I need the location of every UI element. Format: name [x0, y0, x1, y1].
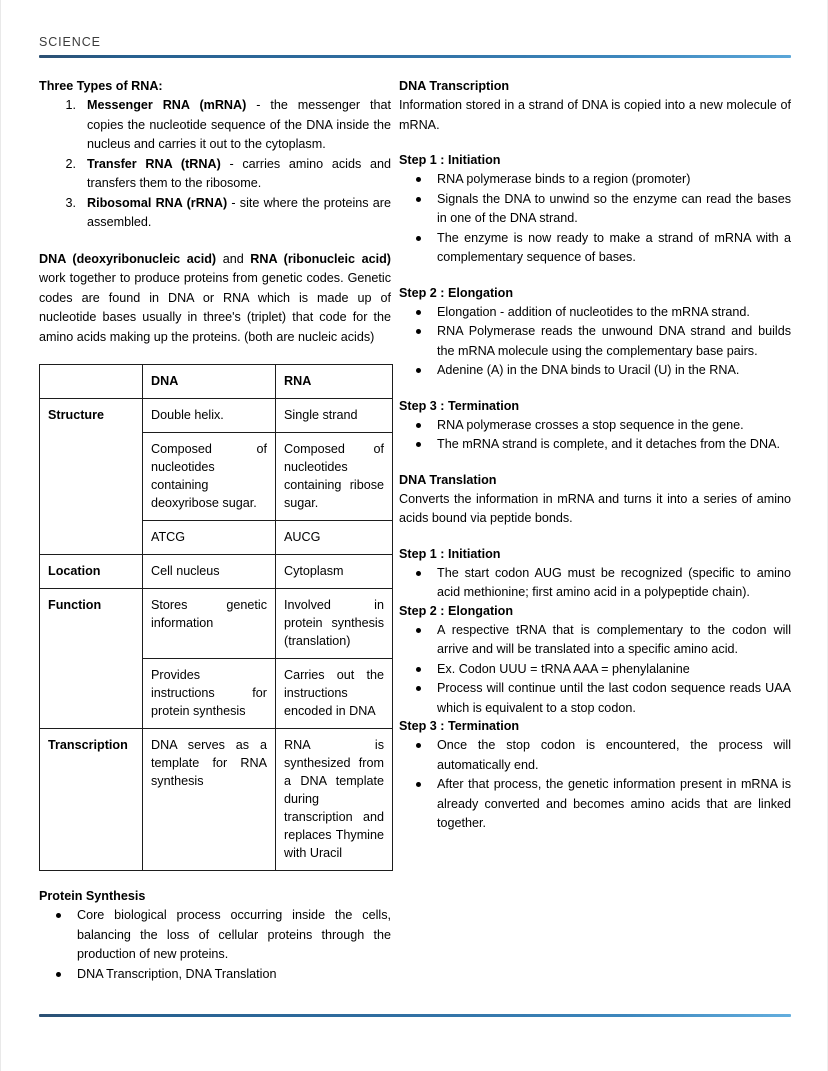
- column-header-rna: RNA: [276, 365, 393, 399]
- page-header: [39, 34, 791, 58]
- list-item: [399, 416, 791, 436]
- list-item-text: After that process, the genetic information present in mRNA is already converted and becomes amino acids that are linked together.: [437, 777, 791, 830]
- bullet-icon: [416, 310, 421, 315]
- list-item-text: DNA Transcription, DNA Translation: [77, 966, 277, 981]
- list-item-number: 2.: [65, 156, 76, 171]
- bullet-icon: [416, 667, 421, 672]
- bullet-icon: [416, 628, 421, 633]
- transcription-step-3-label: Step 3 : Termination: [399, 398, 520, 413]
- list-item-text: The start codon AUG must be recognized (specific to amino acid methionine; first amino acid in a polypeptide chain).: [437, 565, 791, 599]
- list-item-term: Transfer RNA (tRNA): [87, 156, 221, 171]
- bullet-icon: [416, 442, 421, 447]
- cell-rna: Cytoplasm: [276, 555, 393, 589]
- list-item-text: - carries amino acids and transfers them to the ribosome.: [87, 156, 391, 190]
- row-label-structure: Structure: [40, 399, 143, 555]
- bullet-icon: [416, 197, 421, 202]
- table-row: [40, 399, 393, 433]
- list-item: [39, 96, 391, 155]
- list-item: [399, 322, 791, 361]
- table-row: [40, 729, 393, 871]
- cell-dna: DNA serves as a template for RNA synthesis: [143, 729, 276, 871]
- dna-transcription-intro: Information stored in a strand of DNA is copied into a new molecule of mRNA.: [399, 98, 791, 132]
- list-item-text: - the messenger that copies the nucleotide sequence of the DNA inside the nucleus and carries it out to the cytoplasm.: [87, 98, 391, 151]
- list-item: [399, 564, 791, 603]
- list-item-text: The enzyme is now ready to make a strand of mRNA with a complementary sequence of bases.: [437, 230, 791, 264]
- list-item-term: Messenger RNA (mRNA): [87, 98, 247, 112]
- list-item-text: Core biological process occurring inside the cells, balancing the loss of cellular proteins through the production of new proteins.: [77, 908, 391, 961]
- dna-term: DNA (deoxyribonucleic acid): [39, 251, 217, 266]
- rna-types-list: [39, 96, 391, 233]
- list-item-text: Once the stop codon is encountered, the process will automatically end.: [437, 738, 791, 772]
- translation-step-1-list: [399, 564, 791, 603]
- list-item: [399, 660, 791, 680]
- protein-synthesis-list: [39, 906, 391, 984]
- table-header-row: [40, 365, 393, 399]
- cell-rna: AUCG: [276, 521, 393, 555]
- list-item-text: RNA polymerase crosses a stop sequence in the gene.: [437, 417, 744, 432]
- bullet-icon: [416, 686, 421, 691]
- bullet-icon: [416, 329, 421, 334]
- list-item: [399, 621, 791, 660]
- list-item: [39, 906, 391, 965]
- cell-rna: Composed of nucleotides containing ribose sugar.: [276, 433, 393, 521]
- list-item: [399, 736, 791, 775]
- list-item-number: 1.: [65, 98, 76, 112]
- list-item: [399, 361, 791, 381]
- cell-dna: Double helix.: [143, 399, 276, 433]
- row-label-transcription: Transcription: [40, 729, 143, 871]
- list-item: [399, 229, 791, 268]
- list-item: [39, 155, 391, 194]
- dna-rna-comparison-table: [39, 364, 393, 871]
- footer-divider: [39, 1014, 791, 1017]
- transcription-step-1-list: [399, 170, 791, 268]
- cell-dna: Cell nucleus: [143, 555, 276, 589]
- list-item-term: Ribosomal RNA (rRNA): [87, 195, 228, 210]
- row-label-function: Function: [40, 589, 143, 729]
- bullet-icon: [416, 177, 421, 182]
- list-item-text: Adenine (A) in the DNA binds to Uracil (U) in the RNA.: [437, 363, 740, 377]
- header-divider: [39, 55, 791, 58]
- list-item: [399, 170, 791, 190]
- list-item-text: The mRNA strand is complete, and it detaches from the DNA.: [437, 437, 780, 451]
- bullet-icon: [416, 782, 421, 787]
- list-item-text: Ex. Codon UUU = tRNA AAA = phenylalanine: [437, 661, 690, 676]
- cell-dna: Provides instructions for protein synthesis: [143, 659, 276, 729]
- dna-transcription-heading: DNA Transcription: [399, 79, 510, 93]
- list-item-text: Elongation - addition of nucleotides to the mRNA strand.: [437, 304, 750, 319]
- dna-rna-conjunction: and: [216, 251, 251, 266]
- cell-rna: Carries out the instructions encoded in DNA: [276, 659, 393, 729]
- list-item: [399, 775, 791, 834]
- dna-rna-body: work together to produce proteins from genetic codes. Genetic codes are found in DNA or RNA which is made up of nucleotide bases usually in three's (triplet) that code for the amino acids making up the proteins. (both are nucleic acids): [39, 271, 391, 344]
- dna-translation-intro: Converts the information in mRNA and turns it into a series of amino acids bound via peptide bonds.: [399, 491, 791, 525]
- list-item-text: RNA polymerase binds to a region (promoter): [437, 172, 691, 186]
- list-item-text: A respective tRNA that is complementary to the codon will arrive and will be translated into a specific amino acid.: [437, 622, 791, 656]
- cell-rna: Involved in protein synthesis (translation): [276, 589, 393, 659]
- rna-types-heading: Three Types of RNA:: [39, 79, 163, 93]
- translation-step-3-label: Step 3 : Termination: [399, 719, 520, 733]
- column-header-dna: DNA: [143, 365, 276, 399]
- list-item-text: - site where the proteins are assembled.: [87, 195, 391, 229]
- bullet-icon: [56, 972, 61, 977]
- bullet-icon: [416, 743, 421, 748]
- translation-step-2-list: [399, 621, 791, 719]
- rna-term: RNA (ribonucleic acid): [250, 251, 391, 266]
- row-label-location: Location: [40, 555, 143, 589]
- list-item: [399, 435, 791, 455]
- translation-step-2-label: Step 2 : Elongation: [399, 603, 514, 618]
- bullet-icon: [416, 571, 421, 576]
- list-item-text: RNA Polymerase reads the unwound DNA strand and builds the mRNA molecule using the complementary base pairs.: [437, 324, 791, 358]
- cell-dna: Stores genetic information: [143, 589, 276, 659]
- bullet-icon: [416, 368, 421, 373]
- list-item-text: Signals the DNA to unwind so the enzyme can read the bases in one of the DNA strand.: [437, 191, 791, 225]
- list-item: [399, 679, 791, 718]
- table-row: [40, 589, 393, 659]
- cell-rna: Single strand: [276, 399, 393, 433]
- translation-step-3-list: [399, 736, 791, 834]
- cell-dna: ATCG: [143, 521, 276, 555]
- bullet-icon: [416, 423, 421, 428]
- list-item-text: Process will continue until the last codon sequence reads UAA which is equivalent to a stop codon.: [437, 681, 791, 715]
- transcription-step-3-list: [399, 416, 791, 455]
- page-title: SCIENCE: [39, 35, 101, 49]
- transcription-step-1-label: Step 1 : Initiation: [399, 153, 501, 167]
- transcription-step-2-label: Step 2 : Elongation: [399, 285, 514, 300]
- content-columns: [1, 78, 828, 984]
- right-column: [399, 78, 828, 834]
- bullet-icon: [416, 236, 421, 241]
- left-column: [1, 78, 399, 984]
- protein-synthesis-heading: Protein Synthesis: [39, 889, 146, 903]
- cell-rna: RNA is synthesized from a DNA template during transcription and replaces Thymine with Uracil: [276, 729, 393, 871]
- translation-step-1-label: Step 1 : Initiation: [399, 546, 501, 561]
- transcription-step-2-list: [399, 303, 791, 381]
- list-item: [399, 190, 791, 229]
- bullet-icon: [56, 913, 61, 918]
- list-item-number: 3.: [65, 195, 76, 210]
- table-corner-cell: [40, 365, 143, 399]
- dna-translation-heading: DNA Translation: [399, 472, 497, 487]
- list-item: [39, 965, 391, 985]
- table-row: [40, 555, 393, 589]
- dna-rna-paragraph: [39, 250, 391, 348]
- cell-dna: Composed of nucleotides containing deoxyribose sugar.: [143, 433, 276, 521]
- list-item: [39, 194, 391, 233]
- list-item: [399, 303, 791, 323]
